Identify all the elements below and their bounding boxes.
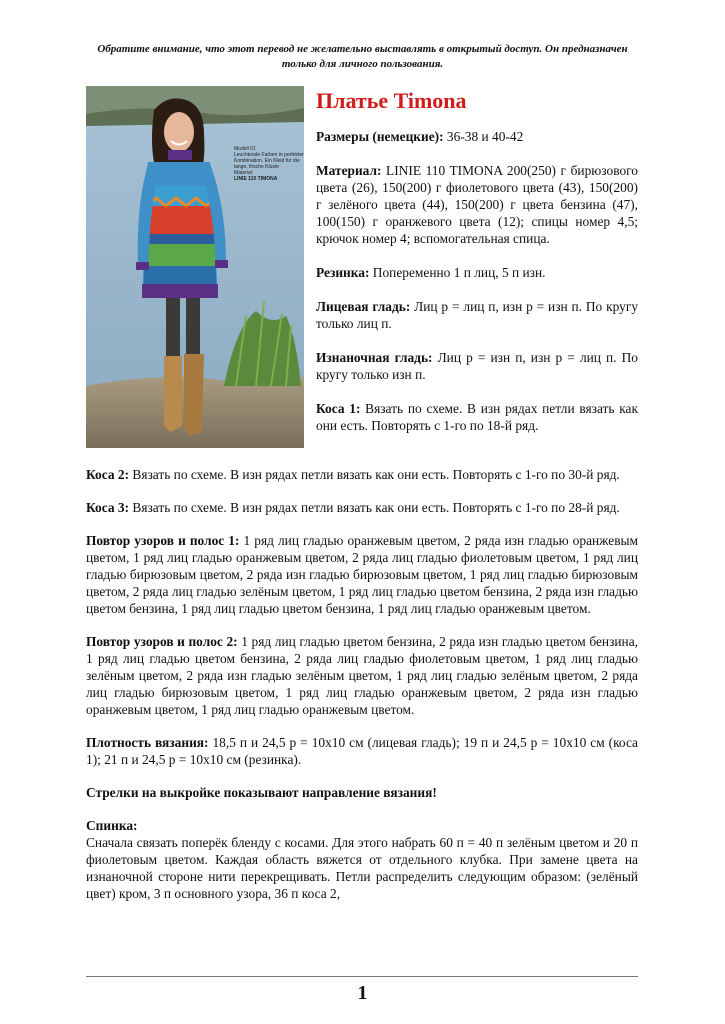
reverse-stockinette-paragraph [316, 349, 638, 383]
cable3-paragraph [86, 499, 638, 516]
sizes-label: Размеры (немецкие): [316, 129, 444, 144]
material-text: LINIE 110 TIMONA 200(250) г бирюзового цвета (26), 150(200) г фиолетового цвета (43), 150(200) г зелёного цвета (44), 150(200) г цвета бензина (47), 100(150) г оранжевого цвета (12); спицы номер 4,5; крючок номер 4; вспомогательная спица. [316, 163, 638, 246]
material-label: Материал: [316, 163, 382, 178]
rib-paragraph [316, 264, 638, 281]
cable1-paragraph [316, 400, 638, 434]
sizes-paragraph [316, 128, 638, 145]
footer-rule [86, 976, 638, 977]
repeat1-paragraph [86, 532, 638, 617]
material-paragraph [316, 162, 638, 247]
svg-text:LINIE 110 TIMONA: LINIE 110 TIMONA [234, 176, 278, 182]
cable3-label: Коса 3: [86, 500, 130, 515]
cable2-paragraph [86, 466, 638, 483]
svg-text:Modell 01: Modell 01 [234, 146, 256, 152]
repeat2-paragraph [86, 633, 638, 718]
sizes-text: 36-38 и 40-42 [443, 129, 524, 144]
cable2-text: Вязать по схеме. В изн рядах петли вязать как они есть. Повторять с 1-го по 30-й ряд. [129, 467, 620, 482]
intro-column [316, 88, 638, 451]
page-title: Платье Timona [316, 88, 467, 113]
stockinette-paragraph [316, 298, 638, 332]
repeat2-text: 1 ряд лиц гладью цветом бензина, 2 ряда изн гладью цветом бензина, 1 ряд лиц гладью цветом бензина, 2 ряда лиц гладью фиолетовым цветом, 1 ряд лиц гладью зелёным цветом, 2 ряда изн гладью зелёным цветом, 1 ряд лиц гладью зелёным цветом, 2 ряда лиц гладью бирюзовым цветом, 1 ряд лиц гладью оранжевым цветом, 2 ряда изн гладью оранжевым цветом, 1 ряд лиц гладью оранжевым цветом. [86, 634, 638, 717]
repeat1-text: 1 ряд лиц гладью оранжевым цветом, 2 ряда изн гладью оранжевым цветом, 1 ряд лиц гладью оранжевым цветом, 2 ряда лиц гладью фиолетовым цветом, 1 ряд лиц гладью бирюзовым цветом, 2 ряда изн гладью бирюзовым цветом, 1 ряд лиц гладью бирюзовым цветом, 2 ряда лиц гладью зелёным цветом, 1 ряд лиц гладью цветом бензина, 2 ряда изн гладью цветом бензина, 1 ряд лиц гладью цветом бензина, 1 ряд лиц гладью оранжевым цветом. [86, 533, 638, 616]
reverse-stockinette-label: Изнаночная гладь: [316, 350, 433, 365]
stockinette-text: Лиц р = лиц п, изн р = изн п. По кругу только лиц п. [316, 299, 639, 331]
gauge-text: 18,5 п и 24,5 р = 10х10 см (лицевая гладь); 19 п и 24,5 р = 10х10 см (коса 1); 21 п и 24,5 р = 10х10 см (резинка). [86, 735, 638, 767]
cable2-label: Коса 2: [86, 467, 130, 482]
rib-text: Попеременно 1 п лиц, 5 п изн. [369, 265, 546, 280]
svg-text:Leuchtende Farben in perfekter: Leuchtende Farben in perfekter [234, 152, 304, 158]
repeat2-label: Повтор узоров и полос 2: [86, 634, 238, 649]
svg-text:Kombination. Ein Kleid für die: Kombination. Ein Kleid für die [234, 158, 300, 164]
body-text [86, 466, 638, 918]
reverse-stockinette-text: Лиц р = изн п, изн р = лиц п. По кругу только изн п. [316, 350, 639, 382]
cable1-label: Коса 1: [316, 401, 361, 416]
back-paragraph: Сначала связать поперёк бленду с косами. Для этого набрать 60 п = 40 п зелёным цветом и 20 п фиолетовым цветом. Каждая область вяжется от отдельного клубка. При замене цвета на изнаночной стороне нити перекрещивать. Петли распределить следующим образом: (зелёный цвет) кром, 3 п основного узора, 36 п коса 2, [86, 835, 638, 901]
page-number: 1 [357, 982, 368, 1004]
cable1-text: Вязать по схеме. В изн рядах петли вязать как они есть. Повторять с 1-го по 18-й ряд. [316, 401, 638, 433]
gauge-paragraph [86, 734, 638, 768]
gauge-label: Плотность вязания: [86, 735, 209, 750]
model-photo [86, 86, 304, 448]
arrows-note: Стрелки на выкройке показывают направление вязания! [86, 785, 437, 800]
svg-text:lange, frische Kluste: lange, frische Kluste [234, 164, 280, 170]
arrows-paragraph [86, 784, 638, 801]
cable3-text: Вязать по схеме. В изн рядах петли вязать как они есть. Повторять с 1-го по 28-й ряд. [129, 500, 620, 515]
back-heading: Спинка: [86, 818, 138, 833]
distribution-notice: Обратите внимание, что этот перевод не желательно выставлять в открытый доступ. Он предназначен только для личного пользования. [97, 43, 628, 70]
rib-label: Резинка: [316, 265, 370, 280]
back-heading-paragraph [86, 817, 638, 834]
stockinette-label: Лицевая гладь: [316, 299, 411, 314]
svg-text:Material:: Material: [234, 170, 254, 176]
repeat1-label: Повтор узоров и полос 1: [86, 533, 240, 548]
